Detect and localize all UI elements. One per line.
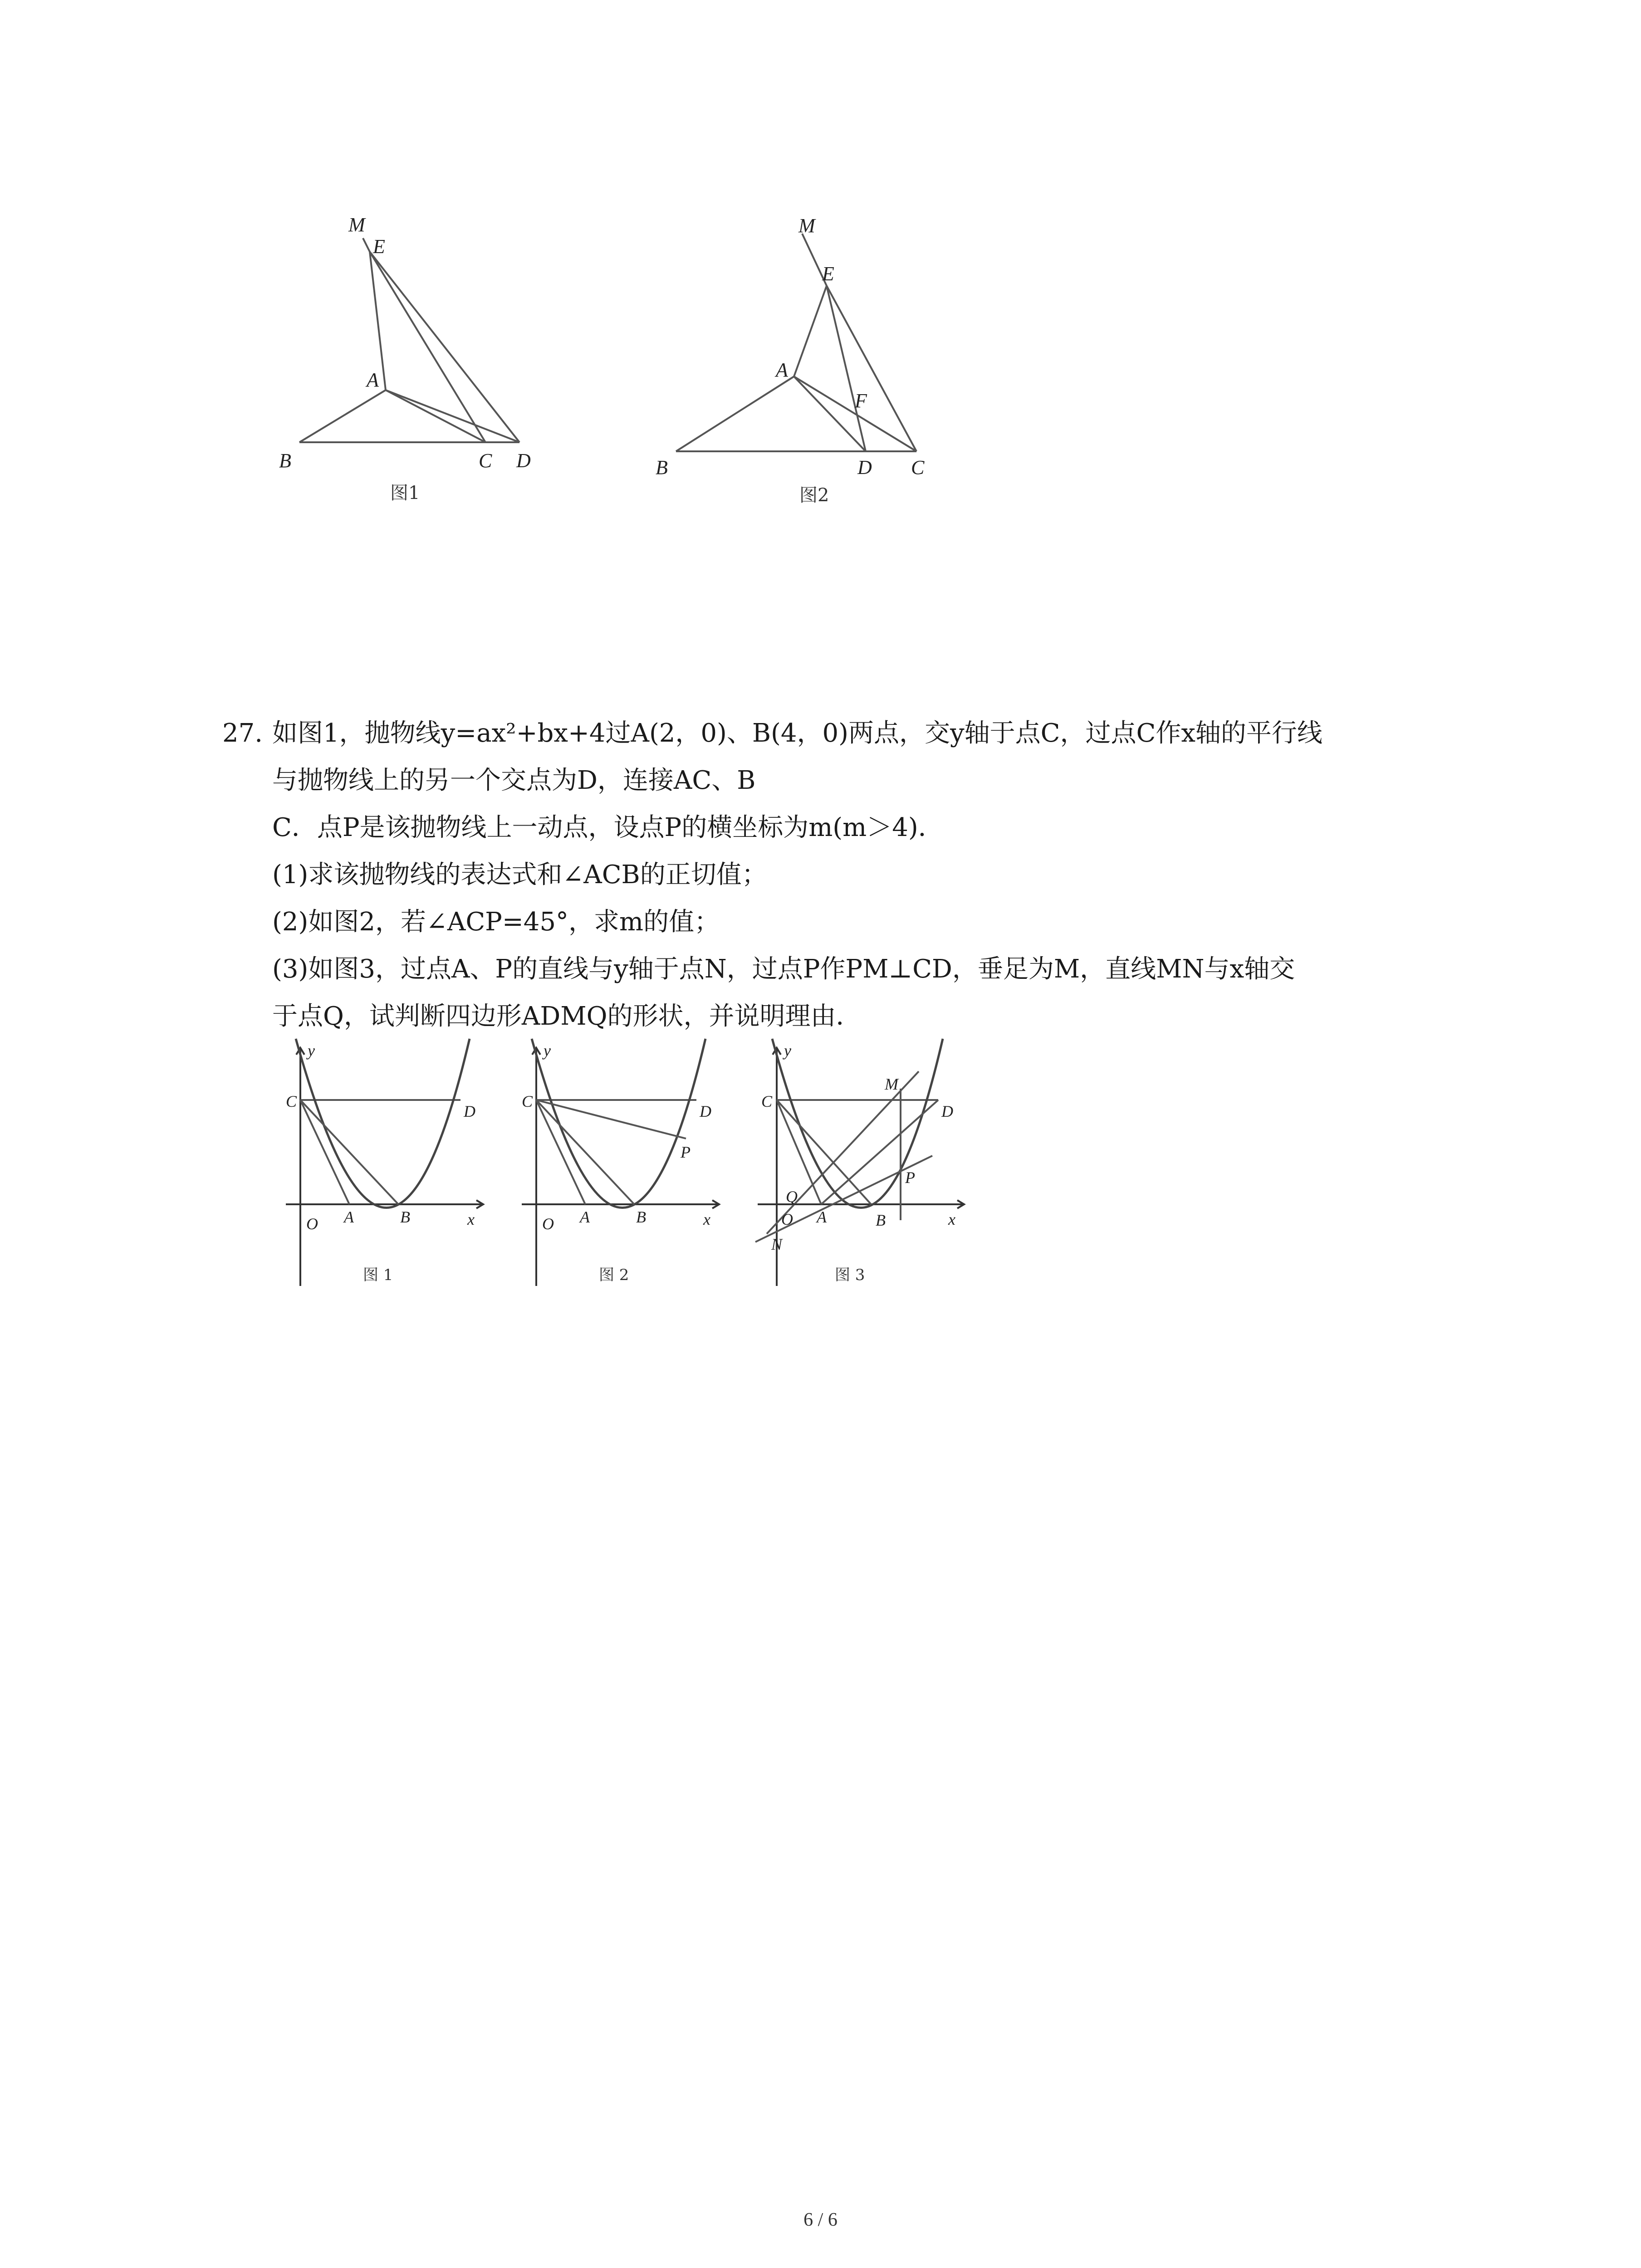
problem-line-text: 如图1，抛物线y=ax²+bx+4过A(2，0)、B(4，0)两点，交y轴于点C，过点C作x轴的平行线 xyxy=(272,719,1323,748)
problem-number: 27. xyxy=(222,719,263,748)
problem-line-2: 与抛物线上的另一个交点为D，连接AC、B xyxy=(272,766,756,795)
label-x: x xyxy=(948,1210,955,1228)
label-C: C xyxy=(522,1092,533,1110)
label-B: B xyxy=(656,456,668,479)
label-E: E xyxy=(373,235,385,258)
label-Q: Q xyxy=(786,1188,798,1206)
caption-bottom-fig1: 图 1 xyxy=(363,1266,393,1284)
label-C: C xyxy=(286,1092,297,1110)
label-B: B xyxy=(636,1208,646,1226)
label-B: B xyxy=(400,1208,410,1226)
label-E: E xyxy=(822,263,834,285)
label-y: y xyxy=(784,1041,791,1060)
label-B: B xyxy=(876,1211,886,1229)
segment-CB xyxy=(300,1100,398,1204)
label-M: M xyxy=(348,214,365,236)
segment-CA xyxy=(300,1100,349,1204)
caption-top-fig1: 图1 xyxy=(390,483,420,503)
segment-CP xyxy=(536,1100,686,1139)
problem-27 xyxy=(222,710,1447,1040)
segment-BA xyxy=(299,390,386,442)
segment-ME xyxy=(363,238,370,252)
caption-top-fig2: 图2 xyxy=(799,485,829,506)
caption-bottom-fig3: 图 3 xyxy=(835,1266,865,1284)
page-number: 6 / 6 xyxy=(803,2209,838,2230)
label-D: D xyxy=(464,1102,475,1120)
segment-AE xyxy=(794,286,827,376)
label-M: M xyxy=(885,1075,898,1093)
label-N: N xyxy=(771,1235,783,1253)
label-O: O xyxy=(306,1215,318,1233)
caption-bottom-fig2: 图 2 xyxy=(599,1266,629,1284)
label-P: P xyxy=(905,1168,915,1187)
label-A: A xyxy=(367,369,379,391)
label-M: M xyxy=(798,215,815,237)
label-C: C xyxy=(761,1092,773,1110)
label-A: A xyxy=(580,1208,590,1226)
label-y: y xyxy=(544,1041,551,1060)
segment-AD xyxy=(821,1100,938,1204)
segment-CB xyxy=(536,1100,634,1204)
problem-line-3: C．点P是该抛物线上一动点，设点P的横坐标为m(m＞4)． xyxy=(272,813,944,842)
label-x: x xyxy=(467,1210,475,1228)
label-O: O xyxy=(781,1210,793,1228)
label-x: x xyxy=(703,1210,710,1228)
label-y: y xyxy=(308,1041,315,1060)
label-A: A xyxy=(776,359,788,381)
label-P: P xyxy=(681,1143,691,1161)
label-D: D xyxy=(516,450,531,472)
question-1: (1)求该抛物线的表达式和∠ACB的正切值； xyxy=(272,860,767,890)
label-A: A xyxy=(817,1208,827,1226)
label-D: D xyxy=(700,1102,711,1120)
segment-EC xyxy=(370,252,485,442)
label-D: D xyxy=(941,1102,953,1120)
segment-EC xyxy=(827,286,916,451)
top-figure-1 xyxy=(254,200,599,517)
label-F: F xyxy=(855,390,867,412)
label-B: B xyxy=(279,450,291,472)
question-3-continued: 于点Q，试判断四边形ADMQ的形状，并说明理由． xyxy=(272,1002,862,1031)
label-D: D xyxy=(857,456,872,479)
question-2: (2)如图2，若∠ACP=45°，求m的值； xyxy=(272,907,720,937)
label-A: A xyxy=(344,1208,354,1226)
segment-BA xyxy=(676,376,794,451)
problem-line-1 xyxy=(222,710,1447,757)
segment-ED xyxy=(827,286,866,451)
label-O: O xyxy=(542,1215,554,1233)
top-figure-2 xyxy=(631,200,975,517)
parabola-figure-2 xyxy=(513,1039,726,1293)
question-3: (3)如图3，过点A、P的直线与y轴于点N，过点P作PM⊥CD，垂足为M，直线MN与x轴交 xyxy=(272,954,1295,984)
segment-CA xyxy=(777,1100,821,1204)
label-C: C xyxy=(911,456,925,479)
parabola-figure-3 xyxy=(749,1039,975,1293)
segment-CA xyxy=(536,1100,585,1204)
parabola-figure-1 xyxy=(277,1039,490,1293)
label-C: C xyxy=(479,450,492,472)
